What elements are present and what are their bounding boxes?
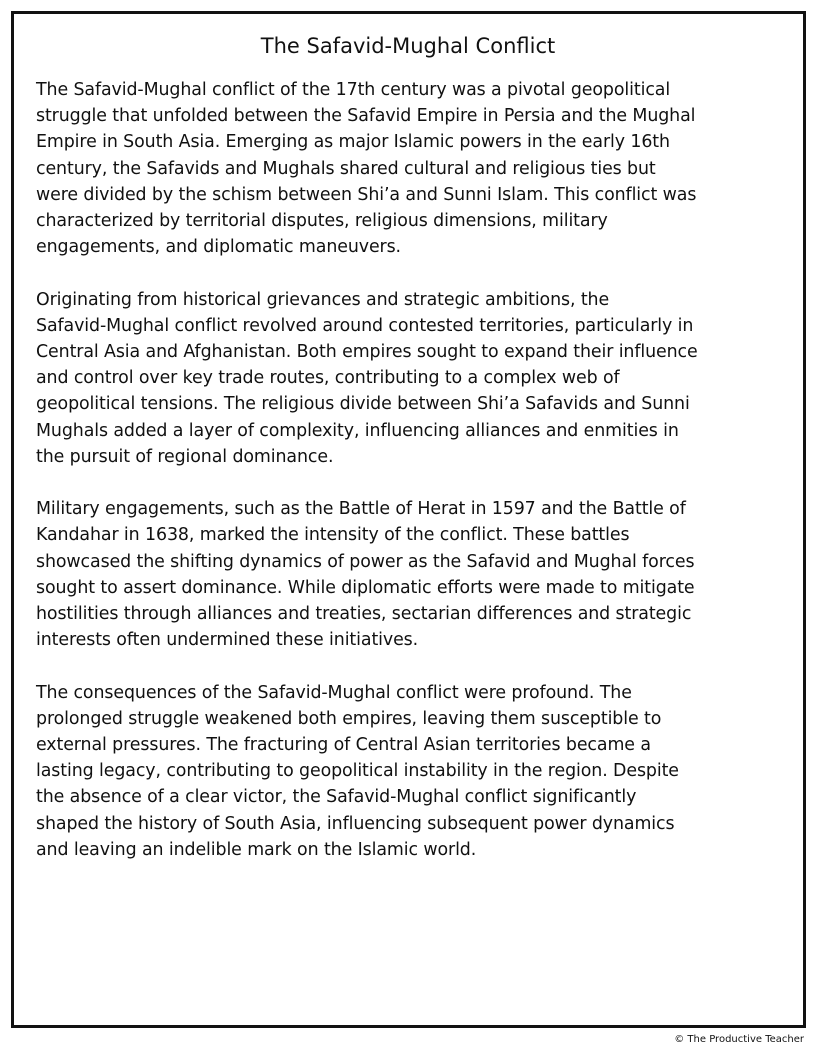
page-title: The Safavid-Mughal Conflict <box>260 34 556 58</box>
paragraph-line: shaped the history of South Asia, influencing subsequent power dynamics <box>36 813 675 834</box>
paragraph-line: showcased the shifting dynamics of power as the Safavid and Mughal forces <box>36 551 695 572</box>
paragraph-line: century, the Safavids and Mughals shared cultural and religious ties but <box>36 158 656 179</box>
paragraph-line: Originating from historical grievances and strategic ambitions, the <box>36 289 610 310</box>
paragraph-line: interests often undermined these initiatives. <box>36 630 419 651</box>
paragraph-line: Safavid-Mughal conflict revolved around contested territories, particularly in <box>36 315 694 336</box>
paragraph <box>36 287 796 470</box>
paragraph-line: and control over key trade routes, contributing to a complex web of <box>36 368 620 389</box>
paragraph-line: the pursuit of regional dominance. <box>36 446 334 467</box>
paragraph-line: and leaving an indelible mark on the Islamic world. <box>36 839 477 860</box>
paragraph-line: Kandahar in 1638, marked the intensity of the conflict. These battles <box>36 525 630 546</box>
paragraph-line: struggle that unfolded between the Safavid Empire in Persia and the Mughal <box>36 106 696 127</box>
paragraph-line: Mughals added a layer of complexity, influencing alliances and enmities in <box>36 420 679 441</box>
paragraph-line: The consequences of the Safavid-Mughal conflict were profound. The <box>36 682 632 703</box>
paragraph-line: the absence of a clear victor, the Safavid-Mughal conflict significantly <box>36 787 637 808</box>
paragraph-line: engagements, and diplomatic maneuvers. <box>36 237 401 258</box>
paragraph-line: sought to assert dominance. While diplomatic efforts were made to mitigate <box>36 577 695 598</box>
article-body <box>36 77 796 889</box>
paragraph-line: characterized by territorial disputes, religious dimensions, military <box>36 211 608 232</box>
paragraph-line: hostilities through alliances and treaties, sectarian differences and strategic <box>36 604 692 625</box>
paragraph-line: lasting legacy, contributing to geopolitical instability in the region. Despite <box>36 761 679 782</box>
paragraph-line: The Safavid-Mughal conflict of the 17th century was a pivotal geopolitical <box>36 80 671 100</box>
paragraph-line: Central Asia and Afghanistan. Both empires sought to expand their influence <box>36 342 698 363</box>
paragraph-line: Military engagements, such as the Battle of Herat in 1597 and the Battle of <box>36 499 686 520</box>
copyright-footer: © The Productive Teacher <box>674 1034 804 1045</box>
paragraph-line: external pressures. The fracturing of Central Asian territories became a <box>36 735 651 756</box>
paragraph-line: were divided by the schism between Shi’a and Sunni Islam. This conflict was <box>36 184 697 205</box>
paragraph-line: Empire in South Asia. Emerging as major Islamic powers in the early 16th <box>36 132 670 153</box>
paragraph-line: prolonged struggle weakened both empires, leaving them susceptible to <box>36 708 662 729</box>
paragraph <box>36 496 796 653</box>
paragraph <box>36 77 796 260</box>
paragraph-line: geopolitical tensions. The religious divide between Shi’a Safavids and Sunni <box>36 394 690 415</box>
paragraph <box>36 680 796 863</box>
